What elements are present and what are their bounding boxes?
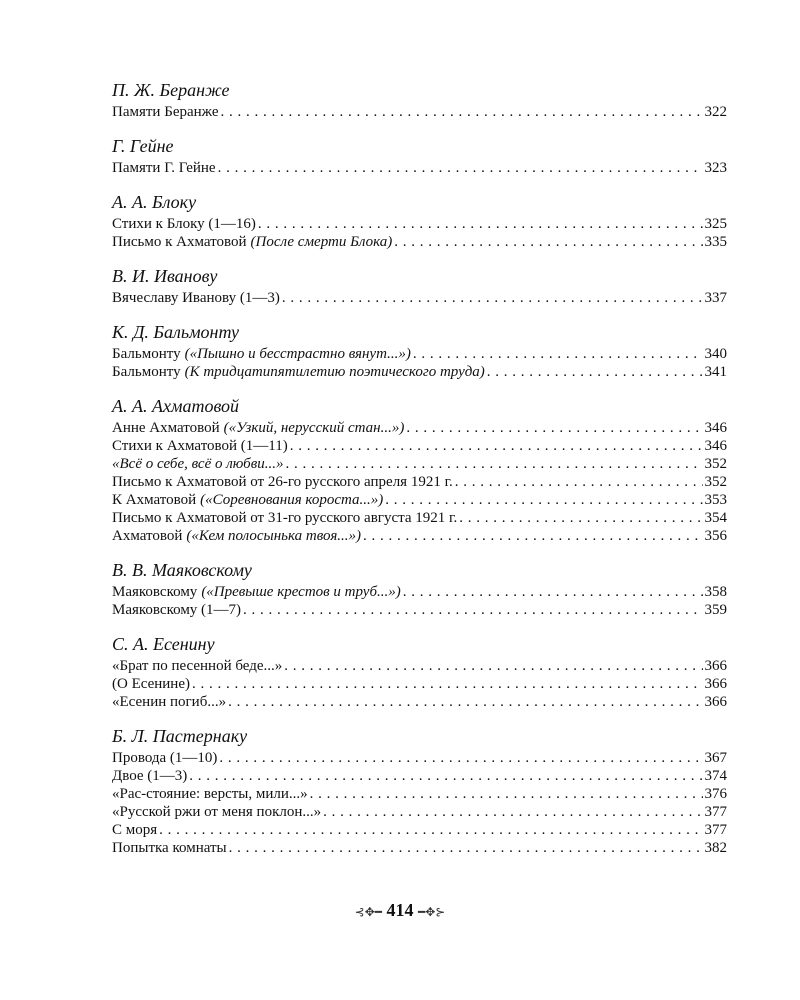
section-heading: В. В. Маяковскому	[112, 560, 252, 580]
entry-title: Маяковскому (1—7)	[112, 602, 242, 618]
entry-page-number: 341	[704, 364, 727, 380]
toc-entry[interactable]	[112, 233, 727, 251]
section-heading: П. Ж. Беранже	[112, 80, 230, 100]
entry-page-number: 325	[704, 216, 727, 232]
toc-entry[interactable]	[112, 821, 727, 839]
entry-subtitle: («Кем полосынька твоя...»)	[186, 528, 362, 544]
section-heading: С. А. Есенину	[112, 634, 215, 654]
entry-subtitle: («Узкий, нерусский стан...»)	[223, 420, 405, 436]
toc-section	[112, 394, 727, 545]
dot-leader	[218, 159, 703, 177]
entry-page-number: 322	[704, 104, 727, 120]
toc-entry[interactable]	[112, 159, 727, 177]
table-of-contents	[112, 78, 727, 870]
page-footer	[0, 900, 800, 921]
entry-title: Вячеславу Иванову (1—3)	[112, 290, 280, 306]
toc-section	[112, 78, 727, 121]
entry-title: Маяковскому	[112, 584, 198, 600]
entry-title: Ахматовой	[112, 528, 183, 544]
entry-title: Стихи к Ахматовой (1—11)	[112, 438, 288, 454]
entry-title: Стихи к Блоку (1—16)	[112, 216, 256, 232]
toc-entry[interactable]	[112, 693, 727, 711]
entry-page-number: 366	[704, 676, 727, 692]
toc-entry[interactable]	[112, 419, 727, 437]
toc-entry[interactable]	[112, 491, 727, 509]
entry-title: Провода (1—10)	[112, 750, 218, 766]
entry-title: Письмо к Ахматовой от 31-го русского августа 1921 г.	[112, 510, 458, 526]
entry-title: «Брат по песенной беде...»	[112, 658, 283, 674]
toc-entry[interactable]	[112, 675, 727, 693]
dot-leader	[455, 473, 703, 491]
entry-page-number: 335	[704, 234, 727, 250]
entry-page-number: 337	[704, 290, 727, 306]
entry-page-number: 353	[704, 492, 727, 508]
dot-leader	[221, 103, 703, 121]
ornament-right-icon: ━✥⊱	[418, 905, 446, 919]
entry-page-number: 366	[704, 658, 727, 674]
dot-leader	[282, 289, 703, 307]
entry-title: «Рас-стояние: версты, мили...»	[112, 786, 308, 802]
dot-leader	[394, 233, 702, 251]
toc-entry[interactable]	[112, 657, 727, 675]
entry-subtitle: («Пышно и бесстрастно вянут...»)	[184, 346, 411, 362]
dot-leader	[413, 345, 703, 363]
entry-page-number: 356	[704, 528, 727, 544]
toc-entry[interactable]	[112, 749, 727, 767]
entry-subtitle: «Всё о себе, всё о любви...»	[112, 456, 284, 472]
toc-entry[interactable]	[112, 363, 727, 381]
dot-leader	[323, 803, 702, 821]
entry-page-number: 352	[704, 474, 727, 490]
dot-leader	[403, 583, 703, 601]
section-heading: В. И. Иванову	[112, 266, 218, 286]
entry-title: (О Есенине)	[112, 676, 190, 692]
section-heading: Г. Гейне	[112, 136, 174, 156]
toc-entry[interactable]	[112, 215, 727, 233]
entry-title: Двое (1—3)	[112, 768, 188, 784]
toc-section	[112, 190, 727, 251]
entry-subtitle: («Соревнования короста...»)	[200, 492, 384, 508]
toc-section	[112, 632, 727, 711]
toc-entry[interactable]	[112, 103, 727, 121]
entry-subtitle: (После смерти Блока)	[250, 234, 393, 250]
entry-page-number: 346	[704, 420, 727, 436]
section-heading: Б. Л. Пастернаку	[112, 726, 248, 746]
page-number: 414	[386, 900, 414, 920]
dot-leader	[189, 767, 702, 785]
toc-entry[interactable]	[112, 767, 727, 785]
entry-page-number: 359	[704, 602, 727, 618]
section-heading: А. А. Ахматовой	[112, 396, 240, 416]
entry-page-number: 340	[704, 346, 727, 362]
toc-section	[112, 264, 727, 307]
dot-leader	[385, 491, 702, 509]
ornament-left-icon: ⊰✥━	[354, 905, 382, 919]
dot-leader	[459, 509, 702, 527]
entry-page-number: 382	[704, 840, 727, 856]
toc-section	[112, 320, 727, 381]
dot-leader	[487, 363, 703, 381]
toc-section	[112, 558, 727, 619]
toc-entry[interactable]	[112, 527, 727, 545]
entry-page-number: 377	[704, 822, 727, 838]
entry-page-number: 352	[704, 456, 727, 472]
toc-section	[112, 134, 727, 177]
entry-page-number: 366	[704, 694, 727, 710]
dot-leader	[229, 839, 703, 857]
toc-entry[interactable]	[112, 785, 727, 803]
dot-leader	[406, 419, 702, 437]
dot-leader	[159, 821, 702, 839]
dot-leader	[258, 215, 703, 233]
dot-leader	[285, 455, 702, 473]
entry-title: Памяти Беранже	[112, 104, 219, 120]
toc-entry[interactable]	[112, 345, 727, 363]
entry-page-number: 358	[704, 584, 727, 600]
dot-leader	[363, 527, 702, 545]
entry-title: «Есенин погиб...»	[112, 694, 227, 710]
section-heading: К. Д. Бальмонту	[112, 322, 240, 342]
toc-entry[interactable]	[112, 455, 727, 473]
toc-entry[interactable]	[112, 289, 727, 307]
dot-leader	[219, 749, 702, 767]
dot-leader	[243, 601, 702, 619]
entry-page-number: 323	[704, 160, 727, 176]
toc-entry[interactable]	[112, 839, 727, 857]
dot-leader	[284, 657, 702, 675]
toc-entry[interactable]	[112, 803, 727, 821]
entry-page-number: 377	[704, 804, 727, 820]
entry-page-number: 376	[704, 786, 727, 802]
dot-leader	[192, 675, 703, 693]
toc-entry[interactable]	[112, 473, 727, 491]
entry-title: Памяти Г. Гейне	[112, 160, 216, 176]
entry-title: Бальмонту	[112, 346, 181, 362]
entry-title: «Русской ржи от меня поклон...»	[112, 804, 322, 820]
entry-title: Попытка комнаты	[112, 840, 227, 856]
entry-title: С моря	[112, 822, 158, 838]
entry-page-number: 374	[704, 768, 727, 784]
entry-page-number: 354	[704, 510, 727, 526]
entry-title: К Ахматовой	[112, 492, 197, 508]
entry-subtitle: (К тридцатипятилетию поэтического труда)	[184, 364, 485, 380]
toc-entry[interactable]	[112, 583, 727, 601]
entry-title: Бальмонту	[112, 364, 181, 380]
toc-entry[interactable]	[112, 509, 727, 527]
entry-subtitle: («Превыше крестов и труб...»)	[201, 584, 401, 600]
dot-leader	[310, 785, 703, 803]
toc-entry[interactable]	[112, 437, 727, 455]
section-heading: А. А. Блоку	[112, 192, 197, 212]
entry-title: Письмо к Ахматовой	[112, 234, 247, 250]
entry-title: Письмо к Ахматовой от 26-го русского апреля 1921 г.	[112, 474, 453, 490]
toc-entry[interactable]	[112, 601, 727, 619]
entry-page-number: 346	[704, 438, 727, 454]
entry-title: Анне Ахматовой	[112, 420, 220, 436]
dot-leader	[290, 437, 703, 455]
entry-page-number: 367	[704, 750, 727, 766]
toc-section	[112, 724, 727, 857]
dot-leader	[228, 693, 702, 711]
